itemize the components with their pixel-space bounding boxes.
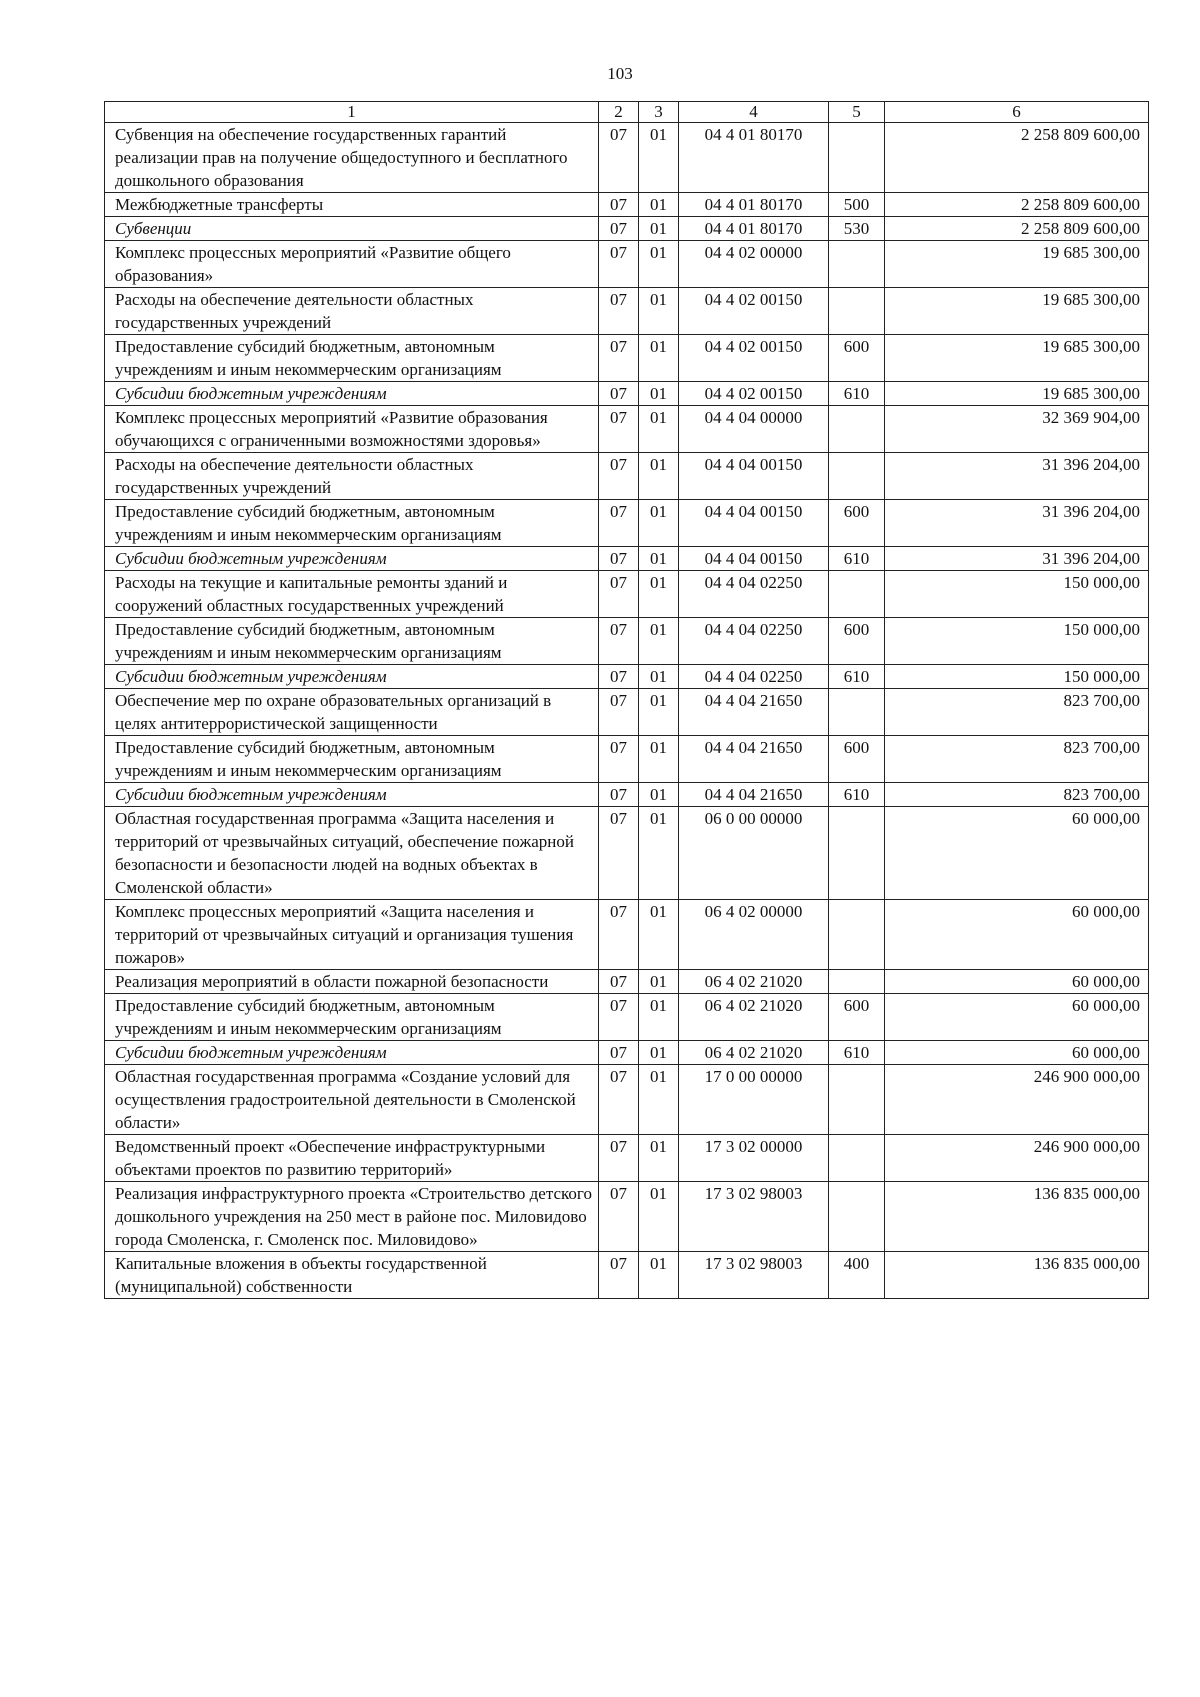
cell-name: Субсидии бюджетным учреждениям [105,665,599,689]
table-row [105,193,1149,217]
table-row [105,807,1149,900]
cell-name: Предоставление субсидий бюджетным, автономным учреждениям и иным некоммерческим организациям [105,500,599,547]
cell-expense-type [829,571,885,618]
cell-expense-type [829,406,885,453]
cell-expense-type [829,453,885,500]
cell-target-article: 04 4 01 80170 [679,193,829,217]
cell-name: Капитальные вложения в объекты государственной (муниципальной) собственности [105,1252,599,1299]
cell-amount: 246 900 000,00 [885,1065,1149,1135]
table-row [105,335,1149,382]
cell-name: Субсидии бюджетным учреждениям [105,1041,599,1065]
cell-section: 07 [599,970,639,994]
cell-name: Реализация инфраструктурного проекта «Строительство детского дошкольного учреждения на 250 мест в районе пос. Миловидово города Смоленска, г. Смоленск пос. Миловидово» [105,1182,599,1252]
table-row [105,1252,1149,1299]
table-row [105,571,1149,618]
cell-name: Реализация мероприятий в области пожарной безопасности [105,970,599,994]
table-row [105,500,1149,547]
cell-subsection: 01 [639,807,679,900]
cell-amount: 823 700,00 [885,736,1149,783]
cell-amount: 31 396 204,00 [885,453,1149,500]
cell-expense-type: 610 [829,382,885,406]
cell-expense-type: 610 [829,547,885,571]
table-row [105,1135,1149,1182]
table-row [105,547,1149,571]
cell-expense-type: 400 [829,1252,885,1299]
cell-subsection: 01 [639,665,679,689]
table-row [105,1041,1149,1065]
cell-section: 07 [599,665,639,689]
cell-name: Расходы на обеспечение деятельности областных государственных учреждений [105,453,599,500]
cell-section: 07 [599,335,639,382]
cell-amount: 2 258 809 600,00 [885,217,1149,241]
cell-name: Комплекс процессных мероприятий «Развитие образования обучающихся с ограниченными возможностями здоровья» [105,406,599,453]
cell-subsection: 01 [639,900,679,970]
cell-section: 07 [599,406,639,453]
cell-amount: 150 000,00 [885,665,1149,689]
cell-amount: 2 258 809 600,00 [885,123,1149,193]
cell-subsection: 01 [639,500,679,547]
cell-section: 07 [599,807,639,900]
cell-section: 07 [599,689,639,736]
cell-expense-type [829,807,885,900]
cell-amount: 150 000,00 [885,618,1149,665]
cell-subsection: 01 [639,123,679,193]
table-row [105,1065,1149,1135]
header-col-6: 6 [885,102,1149,123]
cell-name: Субсидии бюджетным учреждениям [105,783,599,807]
cell-amount: 19 685 300,00 [885,288,1149,335]
cell-subsection: 01 [639,1252,679,1299]
cell-target-article: 06 4 02 00000 [679,900,829,970]
cell-amount: 19 685 300,00 [885,335,1149,382]
cell-expense-type [829,288,885,335]
cell-subsection: 01 [639,335,679,382]
cell-target-article: 17 3 02 98003 [679,1182,829,1252]
cell-section: 07 [599,618,639,665]
cell-subsection: 01 [639,382,679,406]
cell-subsection: 01 [639,406,679,453]
cell-subsection: 01 [639,618,679,665]
cell-name: Предоставление субсидий бюджетным, автономным учреждениям и иным некоммерческим организациям [105,618,599,665]
cell-name: Субвенция на обеспечение государственных гарантий реализации прав на получение общедоступного и бесплатного дошкольного образования [105,123,599,193]
cell-amount: 60 000,00 [885,900,1149,970]
cell-amount: 32 369 904,00 [885,406,1149,453]
table-row [105,123,1149,193]
cell-section: 07 [599,1041,639,1065]
cell-name: Субсидии бюджетным учреждениям [105,547,599,571]
cell-expense-type: 610 [829,665,885,689]
cell-subsection: 01 [639,1065,679,1135]
table-row [105,288,1149,335]
cell-expense-type: 500 [829,193,885,217]
cell-name: Областная государственная программа «Защита населения и территорий от чрезвычайных ситуаций, обеспечение пожарной безопасности и безопасности людей на водных объектах в Смоленской области» [105,807,599,900]
cell-expense-type: 610 [829,1041,885,1065]
cell-section: 07 [599,1135,639,1182]
cell-target-article: 17 3 02 00000 [679,1135,829,1182]
cell-target-article: 04 4 04 02250 [679,665,829,689]
cell-target-article: 06 4 02 21020 [679,970,829,994]
cell-amount: 19 685 300,00 [885,382,1149,406]
cell-target-article: 04 4 01 80170 [679,217,829,241]
cell-name: Субвенции [105,217,599,241]
cell-subsection: 01 [639,1041,679,1065]
cell-expense-type [829,1182,885,1252]
header-col-1: 1 [105,102,599,123]
cell-section: 07 [599,571,639,618]
cell-subsection: 01 [639,288,679,335]
cell-subsection: 01 [639,970,679,994]
cell-amount: 60 000,00 [885,970,1149,994]
cell-section: 07 [599,994,639,1041]
cell-expense-type: 600 [829,994,885,1041]
cell-expense-type [829,689,885,736]
cell-subsection: 01 [639,193,679,217]
cell-section: 07 [599,1252,639,1299]
cell-target-article: 04 4 02 00150 [679,382,829,406]
cell-name: Областная государственная программа «Создание условий для осуществления градостроительной деятельности в Смоленской области» [105,1065,599,1135]
cell-section: 07 [599,1182,639,1252]
cell-target-article: 04 4 02 00150 [679,288,829,335]
table-body [105,123,1149,1299]
table-row [105,382,1149,406]
cell-name: Субсидии бюджетным учреждениям [105,382,599,406]
cell-target-article: 04 4 04 21650 [679,689,829,736]
cell-section: 07 [599,1065,639,1135]
cell-amount: 246 900 000,00 [885,1135,1149,1182]
cell-section: 07 [599,217,639,241]
cell-target-article: 04 4 01 80170 [679,123,829,193]
cell-name: Комплекс процессных мероприятий «Защита населения и территорий от чрезвычайных ситуаций и организация тушения пожаров» [105,900,599,970]
cell-subsection: 01 [639,783,679,807]
cell-name: Комплекс процессных мероприятий «Развитие общего образования» [105,241,599,288]
table-row [105,665,1149,689]
cell-expense-type [829,123,885,193]
cell-target-article: 04 4 02 00000 [679,241,829,288]
cell-expense-type: 600 [829,335,885,382]
cell-subsection: 01 [639,453,679,500]
table-row [105,970,1149,994]
cell-subsection: 01 [639,736,679,783]
cell-target-article: 04 4 04 02250 [679,571,829,618]
cell-section: 07 [599,241,639,288]
cell-expense-type [829,1065,885,1135]
cell-amount: 2 258 809 600,00 [885,193,1149,217]
cell-expense-type [829,970,885,994]
cell-subsection: 01 [639,217,679,241]
table-header-row [105,102,1149,123]
cell-amount: 19 685 300,00 [885,241,1149,288]
cell-amount: 136 835 000,00 [885,1252,1149,1299]
table-row [105,241,1149,288]
cell-name: Предоставление субсидий бюджетным, автономным учреждениям и иным некоммерческим организациям [105,335,599,382]
cell-subsection: 01 [639,1182,679,1252]
cell-name: Расходы на текущие и капитальные ремонты зданий и сооружений областных государственных учреждений [105,571,599,618]
cell-amount: 823 700,00 [885,783,1149,807]
cell-target-article: 06 0 00 00000 [679,807,829,900]
cell-target-article: 06 4 02 21020 [679,1041,829,1065]
cell-target-article: 04 4 04 00150 [679,500,829,547]
header-col-5: 5 [829,102,885,123]
cell-amount: 60 000,00 [885,807,1149,900]
cell-amount: 823 700,00 [885,689,1149,736]
cell-target-article: 04 4 04 00000 [679,406,829,453]
cell-expense-type: 600 [829,736,885,783]
cell-expense-type [829,241,885,288]
cell-amount: 31 396 204,00 [885,547,1149,571]
cell-target-article: 04 4 04 02250 [679,618,829,665]
page-number: 103 [607,64,633,83]
cell-amount: 150 000,00 [885,571,1149,618]
cell-expense-type [829,900,885,970]
header-col-2: 2 [599,102,639,123]
header-col-4: 4 [679,102,829,123]
cell-target-article: 17 0 00 00000 [679,1065,829,1135]
cell-name: Межбюджетные трансферты [105,193,599,217]
table-row [105,1182,1149,1252]
table-row [105,618,1149,665]
table-row [105,406,1149,453]
cell-section: 07 [599,193,639,217]
cell-name: Обеспечение мер по охране образовательных организаций в целях антитеррористической защищенности [105,689,599,736]
table-row [105,217,1149,241]
cell-target-article: 04 4 04 00150 [679,547,829,571]
table-row [105,689,1149,736]
cell-subsection: 01 [639,547,679,571]
cell-expense-type: 600 [829,500,885,547]
cell-subsection: 01 [639,571,679,618]
cell-subsection: 01 [639,241,679,288]
cell-target-article: 17 3 02 98003 [679,1252,829,1299]
cell-target-article: 04 4 04 21650 [679,736,829,783]
cell-expense-type [829,1135,885,1182]
cell-section: 07 [599,900,639,970]
cell-expense-type: 600 [829,618,885,665]
table-row [105,994,1149,1041]
cell-amount: 31 396 204,00 [885,500,1149,547]
cell-name: Ведомственный проект «Обеспечение инфраструктурными объектами проектов по развитию территорий» [105,1135,599,1182]
cell-target-article: 04 4 04 21650 [679,783,829,807]
cell-subsection: 01 [639,1135,679,1182]
header-col-3: 3 [639,102,679,123]
cell-section: 07 [599,736,639,783]
cell-section: 07 [599,783,639,807]
cell-expense-type: 530 [829,217,885,241]
table-row [105,783,1149,807]
cell-section: 07 [599,288,639,335]
cell-target-article: 06 4 02 21020 [679,994,829,1041]
cell-target-article: 04 4 04 00150 [679,453,829,500]
table-row [105,900,1149,970]
table-row [105,736,1149,783]
budget-table [104,101,1149,1299]
cell-section: 07 [599,382,639,406]
cell-section: 07 [599,547,639,571]
cell-expense-type: 610 [829,783,885,807]
table-row [105,453,1149,500]
cell-name: Предоставление субсидий бюджетным, автономным учреждениям и иным некоммерческим организациям [105,736,599,783]
cell-name: Предоставление субсидий бюджетным, автономным учреждениям и иным некоммерческим организациям [105,994,599,1041]
cell-section: 07 [599,123,639,193]
cell-target-article: 04 4 02 00150 [679,335,829,382]
cell-amount: 60 000,00 [885,1041,1149,1065]
cell-section: 07 [599,500,639,547]
cell-amount: 136 835 000,00 [885,1182,1149,1252]
cell-amount: 60 000,00 [885,994,1149,1041]
cell-subsection: 01 [639,689,679,736]
cell-subsection: 01 [639,994,679,1041]
cell-name: Расходы на обеспечение деятельности областных государственных учреждений [105,288,599,335]
cell-section: 07 [599,453,639,500]
